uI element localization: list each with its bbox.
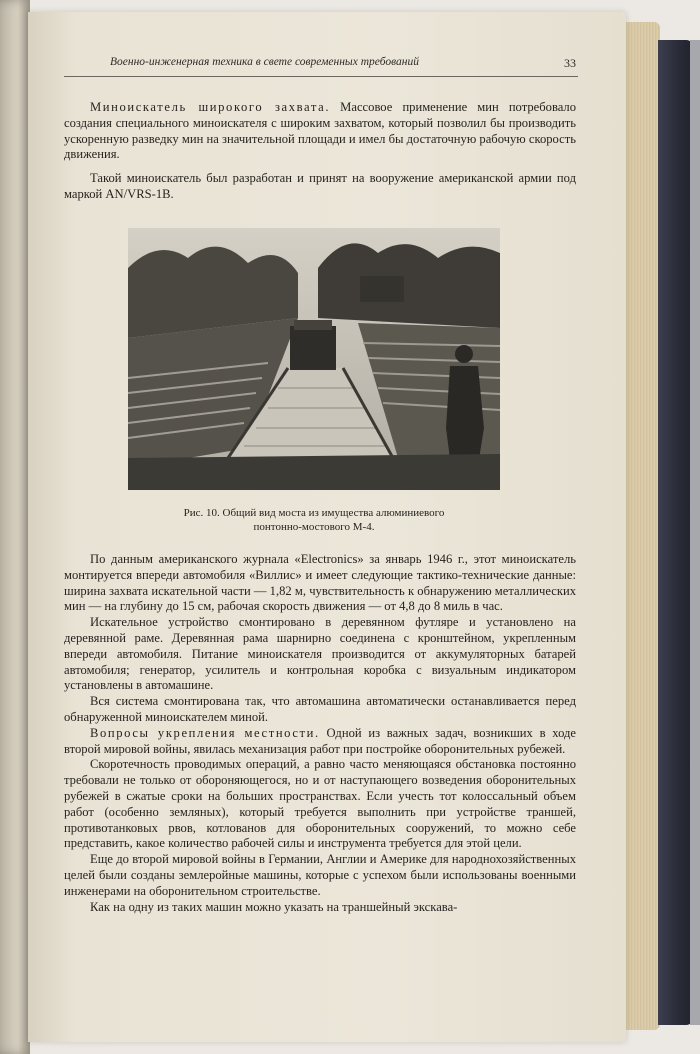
section-minesweeper bbox=[64, 100, 576, 203]
section-heading-2: Вопросы укрепления местности. bbox=[90, 725, 320, 740]
caption-line-2: понтонно-мостового М-4. bbox=[253, 521, 375, 533]
bridge-photo-illustration bbox=[128, 228, 500, 490]
running-head-title: Военно-инженерная техника в свете современных требований bbox=[110, 56, 419, 68]
book-cover bbox=[658, 40, 694, 1025]
paragraph-2: Такой миноискатель был разработан и принят на вооружение американской армии под маркой AN/VRS-1B. bbox=[64, 171, 576, 201]
paragraph-1-text: Массовое применение мин потребовало создания специального миноискателя с широким захватом, который позволил бы производить ускоренную разведку мин на значительной площади и имел бы достаточную рабочую скорость движения. bbox=[64, 100, 577, 162]
facing-page-edge bbox=[0, 0, 30, 1054]
main-text bbox=[64, 552, 576, 915]
background-strip bbox=[690, 40, 700, 1025]
paragraph-4: Искательное устройство смонтировано в деревянном футляре и установлено на деревянной раме. Деревянная рама шарнирно соединена с кронштейном, укрепленным впереди автомобиля. Питание миноискателя производится от аккумуляторных батарей автомобиля; генератор, усилитель и контрольная коробка с визуальным индикатором установлены в автомашине. bbox=[64, 615, 576, 693]
section-heading-1: Миноискатель широкого захвата. bbox=[90, 100, 331, 114]
paragraph-8: Еще до второй мировой войны в Германии, Англии и Америке для народнохозяйственных целей были созданы землеройные машины, которые с успехом были использованы военными инженерами на оборонительном строительстве. bbox=[64, 852, 576, 898]
paragraph-3: По данным американского журнала «Electronics» за январь 1946 г., этот миноискатель монтируется впереди автомобиля «Виллис» и имеет следующие тактико-технические данные: ширина захвата искательной части — 1,82 м, чувствительность к обнаружению металлических мин — на глубину до 15 см, рабочая скорость движения — от 4,8 до 8 миль в час. bbox=[64, 552, 576, 614]
caption-line-1: Рис. 10. Общий вид моста из имущества алюминиевого bbox=[183, 507, 445, 519]
header-rule bbox=[64, 76, 578, 77]
page-edges bbox=[622, 22, 660, 1030]
paragraph-5: Вся система смонтирована так, что автомашина автоматически останавливается перед обнаруженной миноискателем миной. bbox=[64, 694, 576, 724]
book-page bbox=[28, 12, 626, 1042]
paragraph-1 bbox=[64, 100, 576, 163]
paragraph-6 bbox=[64, 726, 576, 758]
figure-caption bbox=[108, 506, 520, 534]
paragraph-9: Как на одну из таких машин можно указать на траншейный экскава- bbox=[90, 899, 458, 914]
page-number: 33 bbox=[564, 56, 576, 70]
paragraph-6-text: Одной из важных задач, возникших в ходе второй мировой войны, явилась механизация работ при постройке оборонительных рубежей. bbox=[64, 725, 577, 756]
paragraph-7: Скоротечность проводимых операций, а равно часто меняющаяся обстановка постоянно требовали не только от обороняющегося, но и от наступающего возведения оборонительных рубежей в сжатые сроки на больших пространствах. Если учесть тот колоссальный объем работ (особенно земляных), который требуется выполнить при устройстве траншей, противотанковых рвов, котлованов для оборонительных сооружений, то можно себе представить, какое количество рабочей силы и инструмента требуется для этой цели. bbox=[64, 757, 576, 851]
figure-photo bbox=[128, 228, 500, 490]
